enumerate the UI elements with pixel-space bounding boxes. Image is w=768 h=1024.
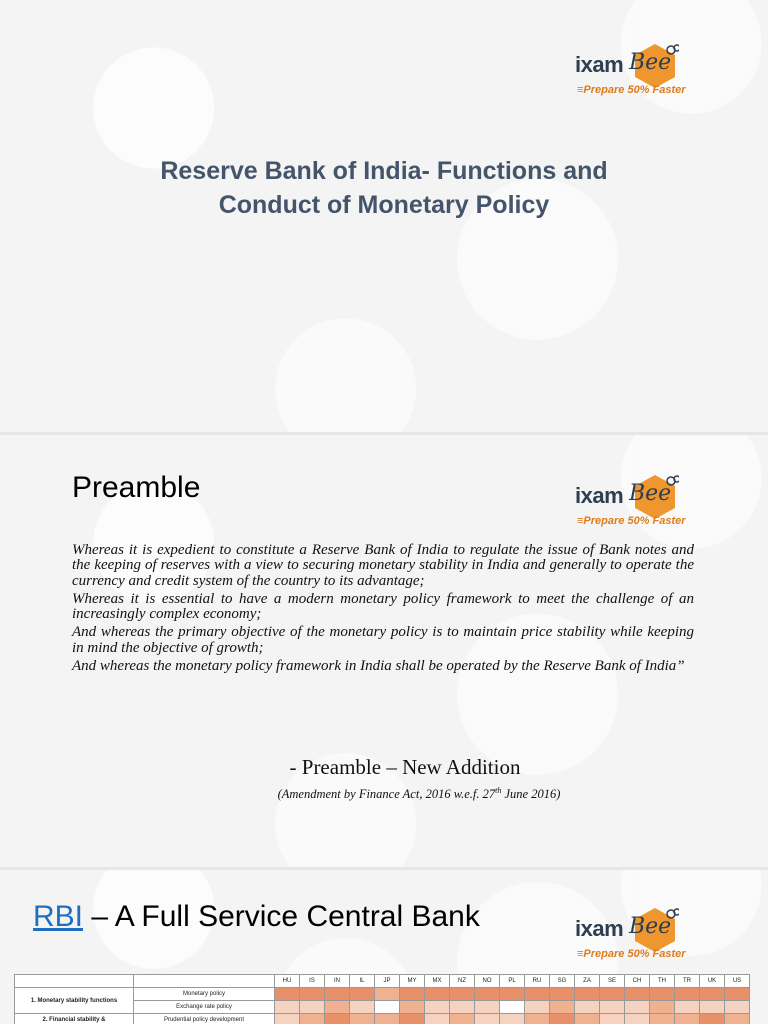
table-cell [575, 1014, 600, 1024]
table-cell [700, 1014, 725, 1024]
function-table [14, 974, 750, 1024]
table-cell [425, 988, 450, 1001]
table-cell [675, 1001, 700, 1014]
logo-brand: Bee [629, 50, 672, 75]
logo-word: ixam [575, 52, 624, 77]
table-cell [350, 988, 375, 1001]
table-cell [425, 1014, 450, 1024]
table-cell [700, 1001, 725, 1014]
table-cell [475, 988, 500, 1001]
country-header: NO [475, 975, 500, 988]
country-header: SG [550, 975, 575, 988]
logo-tagline: ≡ Prepare 50% Faster [577, 515, 686, 527]
ixambee-logo [575, 904, 705, 974]
logo-brand: Bee [629, 914, 672, 939]
country-header: MY [400, 975, 425, 988]
logo-word: ixam [575, 916, 624, 941]
table-cell [475, 1014, 500, 1024]
table-cell [300, 1001, 325, 1014]
table-cell [275, 1001, 300, 1014]
table-cell [600, 988, 625, 1001]
slide-preamble [0, 435, 768, 867]
table-cell [325, 988, 350, 1001]
table-cell [275, 988, 300, 1001]
country-header: MX [425, 975, 450, 988]
table-cell [600, 1001, 625, 1014]
table-cell [400, 1014, 425, 1024]
table-cell [525, 1001, 550, 1014]
slide-heading: Preamble [72, 471, 201, 504]
table-cell [500, 1014, 525, 1024]
table-cell [300, 988, 325, 1001]
logo-tagline: ≡ Prepare 50% Faster [577, 948, 686, 960]
paragraph: And whereas the primary objective of the monetary policy is to maintain price stability while keeping in mind the objective of growth; [72, 624, 694, 656]
preamble-text [72, 543, 694, 677]
table-cell [625, 1014, 650, 1024]
page-title: Reserve Bank of India- Functions and Conduct of Monetary Policy [160, 157, 608, 219]
country-header: TR [675, 975, 700, 988]
table-cell [725, 988, 750, 1001]
logo-word: ixam [575, 483, 624, 508]
function-label: 1. Monetary stability functions [15, 988, 134, 1014]
country-header: ZA [575, 975, 600, 988]
table-cell [500, 1001, 525, 1014]
table-cell [550, 1014, 575, 1024]
country-header: IL [350, 975, 375, 988]
table-cell [350, 1014, 375, 1024]
table-row [15, 988, 750, 1001]
table-cell [375, 1001, 400, 1014]
table-cell [400, 1001, 425, 1014]
country-header: HU [275, 975, 300, 988]
table-cell [675, 1014, 700, 1024]
sub-function-label: Monetary policy [134, 988, 275, 1001]
country-header: CH [625, 975, 650, 988]
table-cell [725, 1001, 750, 1014]
table-cell [475, 1001, 500, 1014]
paragraph: Whereas it is expedient to constitute a Reserve Bank of India to regulate the issue of Bank notes and the keeping of reserves with a view to securing monetary stability in India and generally to operate the currency and credit system of the country to its advantage; [72, 542, 694, 589]
country-header: TH [650, 975, 675, 988]
table-cell [450, 988, 475, 1001]
table-cell [375, 988, 400, 1001]
ixambee-logo [575, 471, 705, 541]
table-cell [650, 1014, 675, 1024]
table-cell [700, 988, 725, 1001]
table-cell [625, 1001, 650, 1014]
table-cell [550, 988, 575, 1001]
table-cell [525, 988, 550, 1001]
table-cell [600, 1014, 625, 1024]
country-header: US [725, 975, 750, 988]
table-header-row [15, 975, 750, 988]
slide-heading: RBI – A Full Service Central Bank [33, 900, 480, 933]
country-header: SE [600, 975, 625, 988]
table-cell [350, 1001, 375, 1014]
table-cell [725, 1014, 750, 1024]
table-cell [300, 1014, 325, 1024]
table-cell [450, 1014, 475, 1024]
table-cell [575, 1001, 600, 1014]
table-cell [325, 1001, 350, 1014]
country-header: IS [300, 975, 325, 988]
country-header: IN [325, 975, 350, 988]
country-header: RU [525, 975, 550, 988]
table-cell [575, 988, 600, 1001]
table-cell [525, 1014, 550, 1024]
slide-rbi-full-service [0, 870, 768, 1024]
table-cell [275, 1014, 300, 1024]
country-header: JP [375, 975, 400, 988]
country-header: UK [700, 975, 725, 988]
table-cell [675, 988, 700, 1001]
table-cell [450, 1001, 475, 1014]
table-cell [625, 988, 650, 1001]
table-cell [650, 1001, 675, 1014]
table-cell [400, 988, 425, 1001]
table-row [15, 1014, 750, 1024]
logo-tagline: ≡ Prepare 50% Faster [577, 84, 686, 96]
paragraph: And whereas the monetary policy framework in India shall be operated by the Reserve Bank of India” [72, 658, 685, 675]
slide-title [0, 0, 768, 432]
amendment-note: (Amendment by Finance Act, 2016 w.e.f. 27th June 2016) [277, 786, 561, 802]
ixambee-logo [575, 40, 705, 110]
function-label: 2. Financial stability & [15, 1014, 134, 1024]
attribution: - Preamble – New Addition [289, 755, 521, 779]
country-header: NZ [450, 975, 475, 988]
table-cell [550, 1001, 575, 1014]
table-cell [650, 988, 675, 1001]
country-header: PL [500, 975, 525, 988]
logo-brand: Bee [629, 481, 672, 506]
table-cell [325, 1014, 350, 1024]
table-cell [500, 988, 525, 1001]
rbi-link[interactable]: RBI [33, 900, 84, 933]
sub-function-label: Exchange rate policy [134, 1001, 275, 1014]
table-cell [425, 1001, 450, 1014]
paragraph: Whereas it is essential to have a modern monetary policy framework to meet the challenge of an increasingly complex economy; [72, 590, 694, 623]
sub-function-label: Prudential policy development [134, 1014, 275, 1024]
table-cell [375, 1014, 400, 1024]
